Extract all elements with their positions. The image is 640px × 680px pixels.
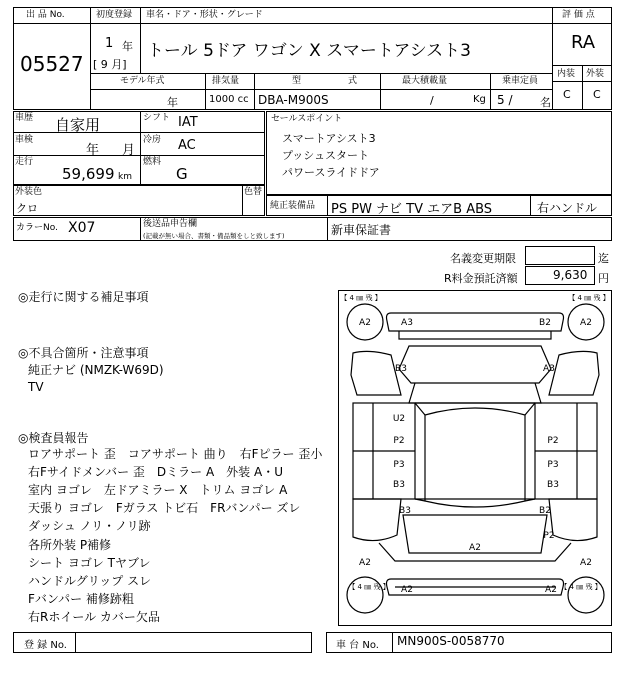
sales-point: スマートアシスト3 (282, 132, 376, 145)
type-label-2: 式 (348, 76, 358, 86)
max-load-label: 最大積載量 (402, 76, 448, 86)
rule (582, 65, 583, 110)
rule (552, 23, 612, 24)
sales-point: パワースライドドア (282, 166, 380, 179)
inspector-line: Fバンパー 補修跡粗 (28, 592, 134, 606)
mark-front-door-u: U2 (392, 414, 406, 424)
recycle-amount: 9,630 (553, 268, 588, 282)
mark-right-quarter-b: B2 (539, 506, 551, 516)
capacity-value: 5 / (497, 93, 513, 107)
exterior-color-label: 外装色 (15, 187, 43, 197)
color-number-frame (13, 217, 612, 241)
genuine-equipment-label: 純正装備品 (270, 201, 316, 211)
mark-rear-bumper-a: A2 (401, 585, 413, 595)
rule (90, 89, 552, 90)
rule (530, 195, 531, 216)
exterior-grade: C (593, 88, 601, 101)
rule (140, 217, 141, 241)
history-label: 車歴 (15, 113, 34, 123)
rule (327, 217, 328, 241)
car-name-label: 車名・ドア・形状・グレード (146, 10, 263, 20)
mark-rear-bumper-b: A2 (545, 585, 557, 595)
rule (140, 7, 141, 73)
rule (327, 195, 328, 216)
first-registration-label: 初度登録 (96, 10, 133, 20)
right-fender (549, 351, 599, 395)
roof (425, 408, 525, 507)
registration-number-label: 登 録 No. (24, 640, 67, 651)
rule (13, 155, 265, 156)
max-load-separator: / (430, 94, 434, 107)
color-change-label: 色替 (244, 187, 263, 197)
mileage: 59,699 (62, 165, 115, 183)
rule (140, 111, 141, 185)
rule (392, 632, 393, 653)
inspector-line: ダッシュ ノリ・ノリ跡 (28, 519, 151, 533)
mark-right-quarter-p: P2 (543, 531, 555, 541)
fuel: G (176, 165, 188, 183)
mark-left-rear-door-p: P3 (547, 460, 559, 470)
interior-grade: C (563, 88, 571, 101)
tire-depth-fr: 【 4 ㎜ 残 】 (568, 294, 610, 302)
exterior-label: 外装 (586, 69, 605, 79)
inspector-line: ロアサポート 歪 コアサポート 曲り 右Fピラー 歪小 (28, 447, 323, 461)
model-year-label: モデル年式 (120, 76, 165, 86)
inspector-line: 右Fサイドメンバー 歪 Dミラー A 外装 A・U (28, 465, 283, 479)
inspector-line: ハンドルグリップ スレ (28, 574, 152, 588)
rule (254, 73, 255, 110)
rule (75, 632, 76, 653)
lot-number: 05527 (20, 52, 84, 76)
displacement-label: 排気量 (212, 76, 240, 86)
color-number: X07 (68, 220, 96, 236)
color-number-label: カラーNo. (16, 223, 58, 233)
displacement: 1000 cc (209, 94, 249, 105)
rule (205, 73, 206, 110)
inspector-line: 各所外装 P補修 (28, 538, 112, 552)
mileage-label: 走行 (15, 157, 34, 167)
mark-left-quarter: B3 (399, 506, 411, 516)
mark-left-front-door: P2 (547, 436, 559, 446)
name-change-label: 名義変更期限 (450, 252, 516, 265)
capacity-label: 乗車定員 (502, 76, 539, 86)
inspector-line: 室内 ヨゴレ 左ドアミラー X トリム ヨゴレ A (28, 483, 288, 497)
exterior-color: クロ (16, 202, 38, 215)
mark-rear-gate: A2 (469, 543, 481, 553)
model-code: DBA-M900S (258, 93, 329, 107)
name-change-field (525, 246, 595, 265)
rule (13, 23, 90, 24)
mark-left-fender: B3 (395, 364, 407, 374)
front-bumper (387, 313, 564, 331)
recycle-unit: 円 (598, 272, 609, 285)
rule (13, 132, 265, 133)
mileage-unit: km (118, 172, 132, 182)
rule (380, 73, 381, 110)
defects-title: ◎不具合箇所・注意事項 (18, 346, 149, 360)
defect-item: TV (28, 380, 44, 394)
name-change-unit: 迄 (598, 252, 609, 265)
shift-label: シフト (143, 113, 171, 123)
capacity-unit: 名 (540, 96, 551, 109)
mark-rear-left-wheel: A2 (359, 558, 371, 568)
left-fender (351, 351, 401, 395)
registration-year: 1 (105, 36, 114, 51)
max-load-unit: Kg (473, 94, 486, 105)
rule (90, 23, 552, 24)
tire-depth-rr: 【 4 ㎜ 残 】 (560, 583, 602, 591)
car-name: トール 5ドア ワゴン X スマートアシスト3 (147, 41, 472, 61)
car-diagram-frame (338, 290, 612, 626)
score: RA (571, 32, 596, 53)
ac: AC (178, 138, 196, 153)
chassis-number-label: 車 台 No. (336, 640, 379, 651)
history: 自家用 (55, 116, 101, 134)
score-label: 評 価 点 (562, 10, 595, 20)
steering: 右ハンドル (537, 201, 598, 215)
mark-right-fender: A3 (543, 364, 555, 374)
interior-label: 内装 (557, 69, 576, 79)
hood (399, 346, 551, 383)
exterior-color-frame (13, 185, 265, 216)
mark-rear-door-p: P3 (393, 460, 405, 470)
inspection-month: 月 (122, 143, 136, 158)
model-year-unit: 年 (167, 96, 178, 109)
ac-label: 冷房 (143, 135, 162, 145)
mark-front-left-wheel: A2 (359, 318, 371, 328)
lot-number-label: 出 品 No. (26, 10, 65, 20)
tire-depth-rl: 【 4 ㎜ 残 】 (348, 583, 390, 591)
tire-depth-fl: 【 4 ㎜ 残 】 (340, 294, 382, 302)
inspector-line: シート ヨゴレ Tヤブレ (28, 556, 151, 570)
rule (242, 185, 243, 216)
recycle-label: R料金預託済額 (444, 272, 518, 285)
rule (490, 73, 491, 110)
registration-month: [ 9 月] (93, 58, 127, 71)
mark-front-bumper-a: A3 (401, 318, 413, 328)
registration-year-unit: 年 (122, 40, 133, 53)
inspector-line: 天張り ヨゴレ Fガラス トビ石 FRバンパー ズレ (28, 501, 301, 515)
mark-front-right-wheel: A2 (580, 318, 592, 328)
driving-notes-title: ◎走行に関する補足事項 (18, 290, 149, 304)
sales-points-label: セールスポイント (271, 114, 343, 124)
left-quarter (353, 499, 401, 541)
mark-rear-door-b: B3 (393, 480, 405, 490)
aftermarket-note: (記載が無い場合、書類・備品類をしと致します) (143, 232, 285, 240)
sales-point: プッシュスタート (282, 149, 370, 162)
rule (90, 73, 552, 74)
shift: IAT (178, 115, 198, 130)
mark-left-rear-door-b: B3 (547, 480, 559, 490)
defect-item: 純正ナビ (NMZK-W69D) (28, 363, 164, 377)
vehicle-info-frame (13, 111, 265, 185)
mark-front-door-p: P2 (393, 436, 405, 446)
mark-rear-right-wheel: A2 (580, 558, 592, 568)
warranty: 新車保証書 (331, 223, 392, 237)
inspector-line: 右Rホイール カバー欠品 (28, 610, 160, 624)
car-diagram (339, 291, 611, 625)
genuine-equipment: PS PW ナビ TV エアB ABS (331, 202, 493, 217)
inspection-label: 車検 (15, 135, 34, 145)
right-quarter (549, 499, 597, 541)
aftermarket-label: 後送品申告欄 (143, 219, 198, 229)
type-label-1: 型 (292, 76, 302, 86)
inspection-year: 年 (86, 143, 100, 158)
inspector-title: ◎検査員報告 (18, 431, 89, 445)
fuel-label: 燃料 (143, 157, 162, 167)
mark-front-bumper-b: B2 (539, 318, 551, 328)
chassis-number: MN900S-0058770 (397, 634, 505, 648)
